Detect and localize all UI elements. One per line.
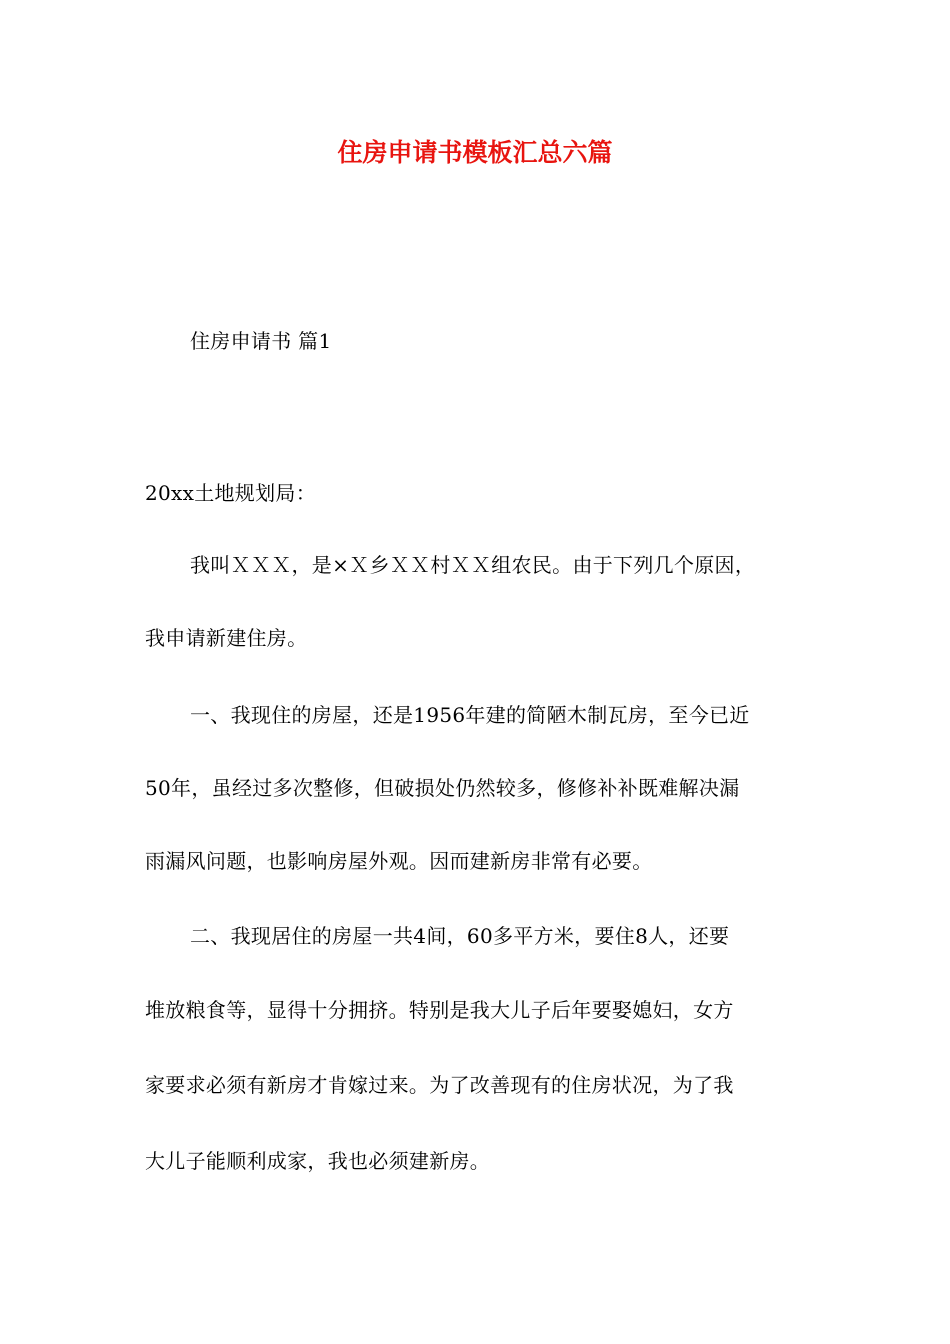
paragraph-line: 我叫ＸＸＸ，是×Ｘ乡ＸＸ村ＸＸ组农民。由于下列几个原因， [190, 553, 756, 577]
paragraph-line: 50年，虽经过多次整修，但破损处仍然较多，修修补补既难解决漏 [145, 776, 740, 800]
paragraph-line: 二、我现居住的房屋一共4间，60多平方米，要住8人，还要 [190, 924, 730, 948]
paragraph-line: 一、我现住的房屋，还是1956年建的简陋木制瓦房，至今已近 [190, 703, 750, 727]
section-heading: 住房申请书 篇1 [190, 329, 332, 353]
paragraph-line: 家要求必须有新房才肯嫁过来。为了改善现有的住房状况，为了我 [145, 1073, 734, 1097]
document-title: 住房申请书模板汇总六篇 [337, 138, 613, 167]
paragraph-line: 我申请新建住房。 [145, 626, 308, 650]
paragraph-line: 大儿子能顺利成家，我也必须建新房。 [145, 1149, 491, 1173]
salutation: 20xx土地规划局： [145, 481, 317, 505]
paragraph-line: 堆放粮食等，显得十分拥挤。特别是我大儿子后年要娶媳妇，女方 [145, 998, 734, 1022]
paragraph-line: 雨漏风问题，也影响房屋外观。因而建新房非常有必要。 [145, 849, 653, 873]
